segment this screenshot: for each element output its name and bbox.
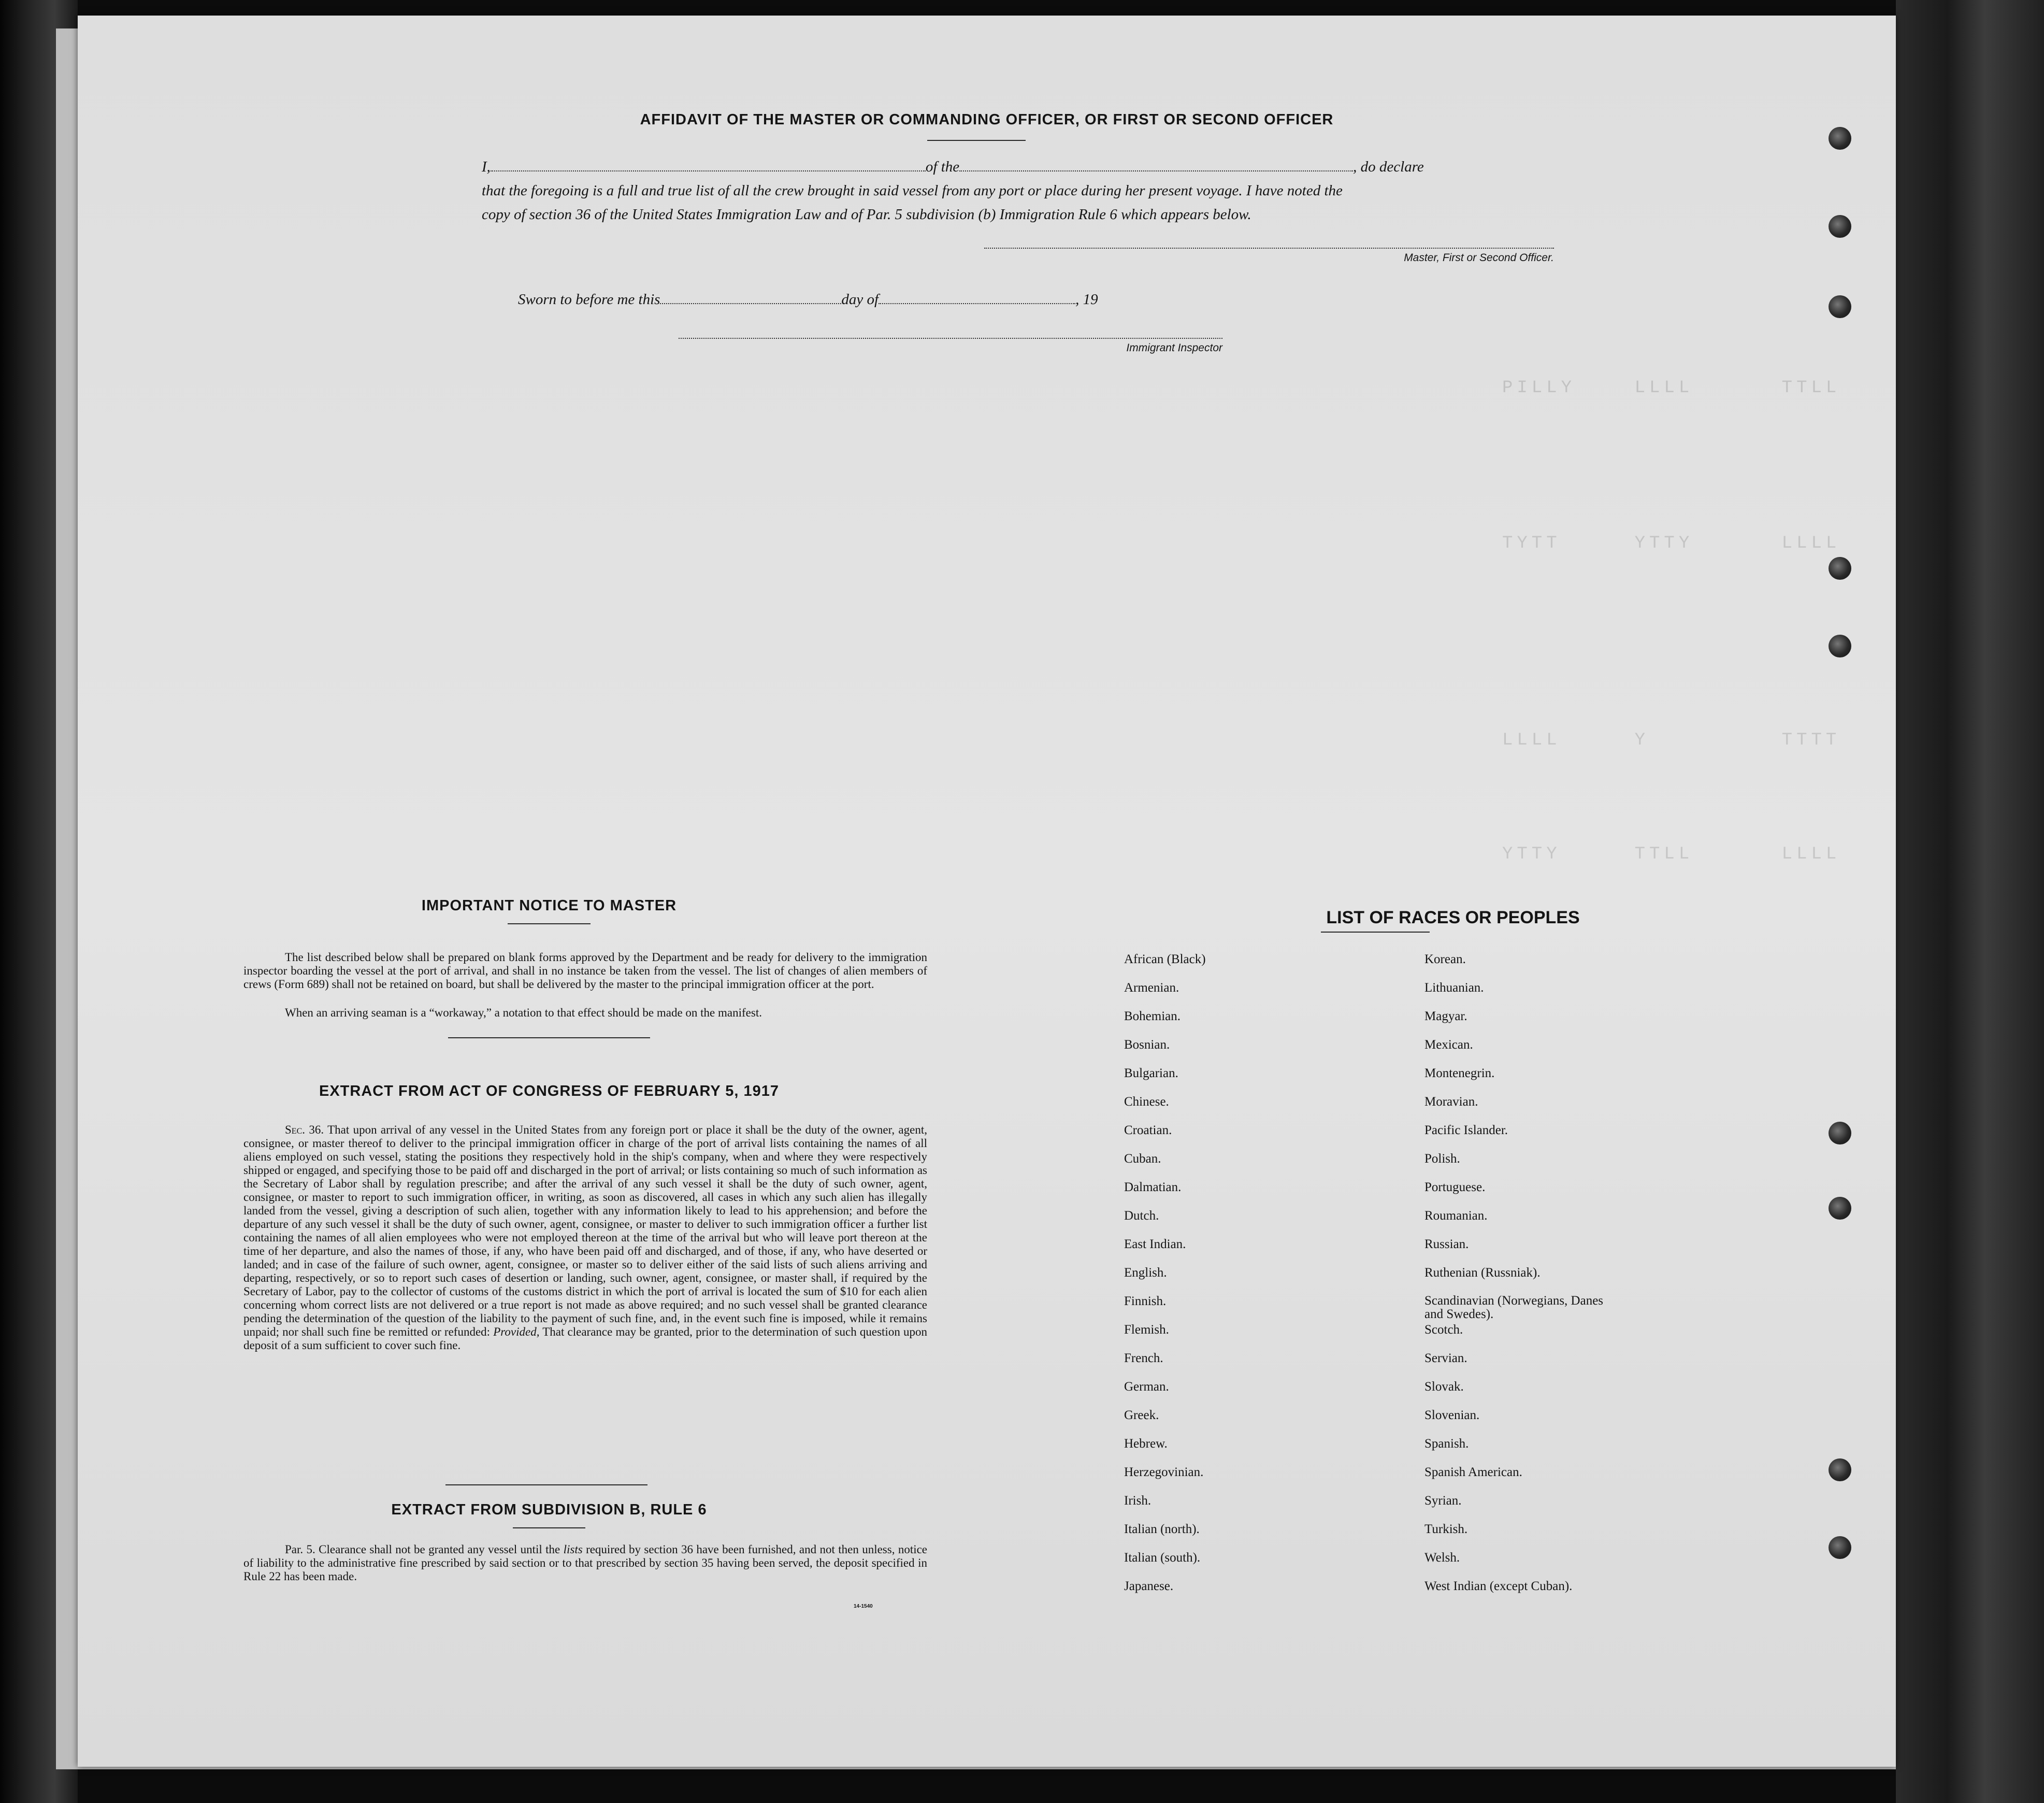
race-item: Russian. — [1424, 1237, 1469, 1251]
declaration-line-2: that the foregoing is a full and true list of all the crew brought in said vessel from any port or place during her present voyage. I have noted the — [482, 182, 1343, 199]
vessel-blank[interactable] — [959, 157, 1353, 171]
race-item: Irish. — [1124, 1494, 1151, 1508]
race-item: West Indian (except Cuban). — [1424, 1579, 1573, 1593]
rule-lists-word: lists — [563, 1543, 583, 1556]
bleed-through-text: PILLY LLLL TTLL — [1502, 378, 1841, 398]
race-item: Lithuanian. — [1424, 981, 1484, 995]
race-item: Mexican. — [1424, 1038, 1473, 1052]
race-item: Cuban. — [1124, 1152, 1161, 1166]
inspector-signature-caption: Immigrant Inspector — [1126, 342, 1222, 354]
race-item: Bosnian. — [1124, 1038, 1170, 1052]
race-item: Armenian. — [1124, 981, 1179, 995]
bleed-through-text: LLLL Y TTTT — [1502, 731, 1841, 750]
punch-hole — [1829, 1197, 1851, 1220]
act-proviso: Provided, — [493, 1325, 540, 1338]
act-body-text: That upon arrival of any vessel in the United States from any foreign port or place it shall be the duty of the owner, agent, consignee, or master thereof to deliver to the principal immigration officer in charge of the port of arrival lists containing the names of all aliens employed on such vessel, stating the positions they respectively hold in the ship's company, when and where they were respectively shipped or engaged, and specifying those to be paid off and discharged in the port of arrival; or lists containing so much of such information as the Secretary of Labor shall by regulation prescribe; and after the arrival of any such vessel it shall be the duty of such owner, agent, consignee, or master to report to such immigration officer, in writing, as soon as discovered, all cases in which any such alien has illegally landed from the vessel, giving a description of such alien, together with any information likely to lead to his apprehension; and before the departure of any such vessel it shall be the duty of such owner, agent, consignee, or master to deliver to such immigration officer a further list containing the names of all alien employees who were not employed thereon at the time of the arrival but who will leave port thereon at the time of her departure, and also the names of those, if any, who have been paid off and discharged, and of those, if any, who have deserted or landed; and in case of the failure of such owner, agent, consignee, or master so to deliver either of the said lists of such aliens arriving and departing, respectively, or so to report such cases of desertion or landing, such owner, agent, consignee, or master shall, if required by the Secretary of Labor, pay to the collector of customs of the customs district in which the port of arrival is located the sum of $10 for each alien concerning whom correct lists are not delivered or a true report is not made as above required; and no such vessel shall be granted clearance pending the determination of the question of the liability to the payment of such fine, and, in the event such fine is imposed, while it remains unpaid; nor shall such fine be remitted or refunded: — [243, 1123, 927, 1338]
race-item: Spanish. — [1424, 1437, 1469, 1451]
form-number: 14-1540 — [854, 1604, 873, 1609]
race-item: Finnish. — [1124, 1294, 1167, 1308]
race-item: Scandinavian (Norwegians, Danes and Swedes). — [1424, 1294, 1604, 1321]
race-item: Welsh. — [1424, 1551, 1460, 1565]
rule-body-b: required by section 36 have been furnished, and not then unless, notice of liability to the administrative fine prescribed by said section or to that prescribed by section 35 having been served, the deposit specified in Rule 22 has been made. — [243, 1543, 928, 1583]
race-item: Herzegovinian. — [1124, 1465, 1204, 1479]
race-item: Chinese. — [1124, 1095, 1169, 1109]
punch-hole — [1829, 215, 1851, 238]
race-item: Korean. — [1424, 952, 1466, 966]
master-signature-line[interactable] — [984, 248, 1554, 249]
races-title-rule — [1321, 932, 1430, 933]
race-item: Bohemian. — [1124, 1009, 1181, 1023]
bleed-through-text: TYTT YTTY LLLL — [1502, 534, 1841, 553]
rule-body-a: Par. 5. Clearance shall not be granted any vessel until the — [285, 1543, 560, 1556]
affidavit-title: AFFIDAVIT OF THE MASTER OR COMMANDING OFFICER, OR FIRST OR SECOND OFFICER — [640, 111, 1334, 128]
race-item: African (Black) — [1124, 952, 1206, 966]
races-title: LIST OF RACES OR PEOPLES — [1326, 908, 1580, 927]
race-item: English. — [1124, 1266, 1167, 1280]
race-item: Greek. — [1124, 1408, 1159, 1422]
race-item: Scotch. — [1424, 1323, 1463, 1337]
race-item: Slovak. — [1424, 1380, 1464, 1394]
declaration-declare: , do declare — [1353, 159, 1424, 175]
inspector-signature-line[interactable] — [679, 338, 1222, 339]
race-item: Dalmatian. — [1124, 1180, 1182, 1194]
race-item: East Indian. — [1124, 1237, 1186, 1251]
sworn-month-blank[interactable] — [879, 290, 1075, 304]
declaration-line-3: copy of section 36 of the United States Immigration Law and of Par. 5 subdivision (b) Immigration Rule 6 which appears below. — [482, 206, 1251, 223]
race-item: French. — [1124, 1351, 1163, 1365]
bleed-through-text: YTTY TTLL LLLL — [1502, 845, 1841, 864]
race-item: Italian (south). — [1124, 1551, 1201, 1565]
race-item: Japanese. — [1124, 1579, 1174, 1593]
punch-hole — [1829, 557, 1851, 580]
race-item: Moravian. — [1424, 1095, 1478, 1109]
race-item: Servian. — [1424, 1351, 1467, 1365]
race-item: Montenegrin. — [1424, 1066, 1495, 1080]
race-item: Spanish American. — [1424, 1465, 1522, 1479]
sworn-year: , 19 — [1075, 291, 1098, 308]
binder-right-edge — [1896, 0, 2044, 1803]
race-item: Slovenian. — [1424, 1408, 1480, 1422]
race-item: Bulgarian. — [1124, 1066, 1178, 1080]
punch-hole — [1829, 1122, 1851, 1144]
punch-hole — [1829, 635, 1851, 657]
rule-extract-title: EXTRACT FROM SUBDIVISION B, RULE 6 — [391, 1501, 707, 1518]
sworn-day-blank[interactable] — [660, 290, 841, 304]
race-item: Flemish. — [1124, 1323, 1169, 1337]
declaration-of-the: of the — [925, 159, 960, 175]
declaration-line-1 — [482, 156, 1554, 177]
race-item: Italian (north). — [1124, 1522, 1200, 1536]
act-extract-title: EXTRACT FROM ACT OF CONGRESS OF FEBRUARY 5, 1917 — [319, 1083, 780, 1099]
race-item: Polish. — [1424, 1152, 1460, 1166]
race-item: Syrian. — [1424, 1494, 1462, 1508]
race-item: Portuguese. — [1424, 1180, 1486, 1194]
race-item: Turkish. — [1424, 1522, 1468, 1536]
rule-extract-body — [243, 1543, 927, 1583]
document-page — [78, 16, 1896, 1767]
title-rule — [927, 140, 1026, 141]
race-item: Pacific Islander. — [1424, 1123, 1508, 1137]
race-item: Roumanian. — [1424, 1209, 1488, 1223]
race-item: Dutch. — [1124, 1209, 1159, 1223]
notice-paragraph-2: When an arriving seaman is a “workaway,” a notation to that effect should be made on the manifest. — [285, 1006, 762, 1019]
races-right-column — [1424, 952, 1694, 1608]
section-divider — [445, 1484, 647, 1485]
races-left-column — [1124, 952, 1414, 1608]
rule-extract-rule — [513, 1527, 585, 1528]
section-divider — [448, 1037, 650, 1038]
declaration-i: I, — [482, 159, 491, 175]
act-tail-text: That clearance may be granted, prior to the determination of such question upon deposit of a sum sufficient to cover such fine. — [243, 1325, 927, 1352]
race-item: German. — [1124, 1380, 1169, 1394]
punch-hole — [1829, 1458, 1851, 1481]
act-section-label: Sec. 36. — [285, 1123, 324, 1136]
act-extract-body — [243, 1123, 927, 1352]
sworn-prefix: Sworn to before me this — [518, 291, 660, 308]
punch-hole — [1829, 1536, 1851, 1559]
punch-hole — [1829, 127, 1851, 150]
master-signature-caption: Master, First or Second Officer. — [1404, 252, 1554, 264]
race-item: Hebrew. — [1124, 1437, 1168, 1451]
name-blank[interactable] — [491, 157, 926, 171]
notice-paragraph-1: The list described below shall be prepared on blank forms approved by the Department and be ready for delivery to the immigration inspector boarding the vessel at the port of arrival, and shall in no instance be taken from the vessel. The list of changes of alien members of crews (Form 689) shall not be retained on board, but shall be delivered by the master to the principal immigration officer at the port. — [243, 951, 927, 991]
sworn-day-of: day of — [841, 291, 879, 308]
race-item: Ruthenian (Russniak). — [1424, 1266, 1541, 1280]
race-item: Magyar. — [1424, 1009, 1467, 1023]
notice-title: IMPORTANT NOTICE TO MASTER — [421, 897, 677, 914]
race-item: Croatian. — [1124, 1123, 1172, 1137]
sworn-line — [518, 289, 1590, 310]
punch-hole — [1829, 295, 1851, 318]
notice-rule — [508, 923, 591, 924]
